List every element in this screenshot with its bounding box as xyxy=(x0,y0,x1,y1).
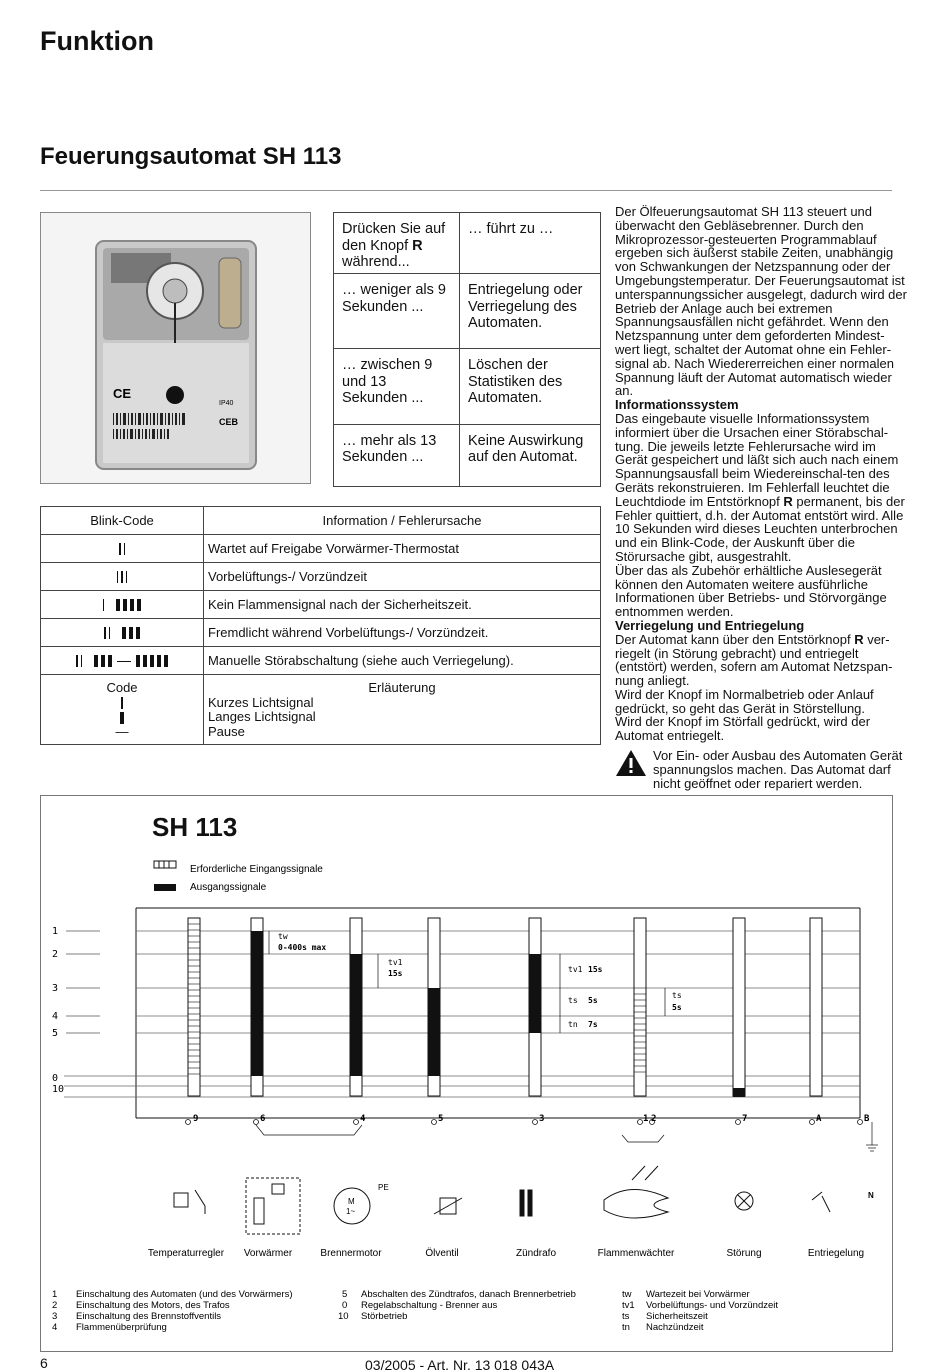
timing-value: 5s xyxy=(588,996,598,1005)
lock-paragraph-fault: Wird der Knopf im Störfall gedrückt, wird der Automat entriegelt. xyxy=(615,714,871,744)
row-label: 4 xyxy=(52,1011,59,1022)
motor-phase-mark: 1~ xyxy=(346,1207,356,1216)
component-label: Störung xyxy=(726,1248,762,1259)
row-label: 10 xyxy=(52,1084,65,1095)
note-text: Einschaltung des Automaten (und des Vorwärmers) xyxy=(76,1289,293,1300)
legend-pause-text: Pause xyxy=(208,723,245,739)
legend-input-label: Erforderliche Eingangssignale xyxy=(190,864,323,875)
note-number: tv1 xyxy=(622,1300,635,1311)
legend-short-text: Kurzes Lichtsignal xyxy=(208,694,314,710)
lock-paragraph-normal: Wird der Knopf im Normalbetrieb oder Anlauf gedrückt, so geht das Gerät in Störstellung. xyxy=(615,686,874,716)
lock-paragraph: Der Automat kann über den Entstörknopf R ver-riegelt (in Störung gebracht) und entriegelt (entstört) werden, sofern am Automat Netzspan-nung anliegt. xyxy=(615,631,893,689)
note-text: Wartezeit bei Vorwärmer xyxy=(646,1289,750,1300)
knob-table-cell: Entriegelung oder Verriegelung des Automaten. xyxy=(460,274,601,349)
row-label: 3 xyxy=(52,983,59,994)
terminal-label: 1 xyxy=(643,1114,649,1124)
row-label: 1 xyxy=(52,926,59,937)
component-label: Temperaturregler xyxy=(147,1248,225,1259)
legend-output-label: Ausgangssignale xyxy=(190,882,267,893)
neutral-mark: N xyxy=(868,1191,874,1200)
info-system-paragraph: Das eingebaute visuelle Informationssystem informiert über die Ursachen einer Störabschal-tung. Die jeweils letzte Fehlerursache wird im Gerät gespeichert und läßt sich auch nach einem Spannungsausfall beim Wiedereinschal-ten des Geräts rekonstruieren. Im Fehlerfall leuchtet die Leuchtdiode im Entstörknopf R permanent, bis der Fehler quittiert, d.h. der Automat entstört wird. Alle 10 Sekunden wird dieses Leuchten unterbrochen und ein Blink-Code, der Auskunft über die Störursache gibt, ausgestrahlt. xyxy=(615,410,905,564)
terminal-label: 9 xyxy=(193,1114,199,1124)
knob-table-cell: … mehr als 13 Sekunden ... xyxy=(334,424,460,486)
section-title: Funktion xyxy=(40,26,154,56)
reset-switch-icon xyxy=(812,1192,822,1200)
note-text: Nachzündzeit xyxy=(646,1322,704,1333)
information-header: Information / Fehlerursache xyxy=(204,507,601,535)
knob-table-cell: Löschen der Statistiken des Automaten. xyxy=(460,349,601,424)
accessory-paragraph: Über das als Zubehör erhältliche Auslesegerät können den Automaten weitere ausführliche Informationen über Betriebs- und Störvorgänge entnommen werden. xyxy=(615,562,887,620)
note-number: tw xyxy=(622,1289,632,1300)
page-number: 6 xyxy=(40,1355,48,1371)
blink-code-info: Fremdlicht während Vorbelüftungs-/ Vorzündzeit. xyxy=(204,619,601,647)
timing-label: ts xyxy=(672,991,682,1000)
note-text: Störbetrieb xyxy=(361,1311,408,1322)
row-label: 2 xyxy=(52,949,59,960)
terminal-label: 5 xyxy=(438,1114,444,1124)
warning-text: Vor Ein- oder Ausbau des Automaten Gerät spannungslos machen. Das Automat darf nicht geöffnet oder repariert werden. xyxy=(653,748,903,791)
note-text: Abschalten des Zündtrafos, danach Brennerbetrieb xyxy=(361,1289,576,1300)
blink-code-info: Vorbelüftungs-/ Vorzündzeit xyxy=(204,563,601,591)
note-number: 0 xyxy=(342,1300,348,1311)
note-number: 3 xyxy=(52,1311,58,1322)
timing-value: 0-400s max xyxy=(278,943,327,952)
pe-mark: PE xyxy=(378,1183,389,1192)
thermostat-icon xyxy=(174,1193,188,1207)
note-text: Flammenüberprüfung xyxy=(76,1322,167,1333)
blink-code-info: Manuelle Störabschaltung (siehe auch Verriegelung). xyxy=(204,647,601,675)
timing-label: tn xyxy=(568,1020,578,1029)
terminal-label: 4 xyxy=(360,1114,366,1124)
knob-table-cell: Keine Auswirkung auf den Automat. xyxy=(460,424,601,486)
intro-paragraph: Der Ölfeuerungsautomat SH 113 steuert und überwacht den Gebläsebrenner. Durch den Mikroprozessor-gesteuerten Programmablauf ergeben sich äußerst stabile Zeiten, unabhängig von Schwankungen der Netzspannung oder der Umgebungstemperatur. Der Feuerungsautomat ist unterspannungssicher ausgelegt, dadurch wird der Betrieb der Anlage auch bei extremen Spannungsausfällen nicht gefährdet. Wenn den Netzspannung unter dem geforderten Mindest-wert liegt, schaltet der Automat ohne ein Fehler-signal ab. Nach Wiedererreichen einer normalen Spannung läuft der Automat automatisch wieder an. xyxy=(615,204,907,399)
note-text: Einschaltung des Motors, des Trafos xyxy=(76,1300,230,1311)
timing-label: tv1 xyxy=(388,958,403,967)
legend-explanation-header: Erläuterung xyxy=(368,680,436,695)
info-system-heading: Informationssystem xyxy=(615,397,739,413)
diagram-title: SH 113 xyxy=(152,812,238,842)
component-label: Entriegelung xyxy=(807,1248,865,1259)
component-label: Vorwärmer xyxy=(243,1248,293,1259)
flame-detector-icon xyxy=(604,1189,668,1218)
page-title: Feuerungsautomat SH 113 xyxy=(40,143,342,170)
note-number: 2 xyxy=(52,1300,58,1311)
blink-code-info: Wartet auf Freigabe Vorwärmer-Thermostat xyxy=(204,535,601,563)
photo-label-ce: CE xyxy=(113,386,132,401)
terminal-label: 7 xyxy=(742,1114,748,1124)
note-text: Regelabschaltung - Brenner aus xyxy=(361,1300,498,1311)
terminal-label: 3 xyxy=(539,1114,545,1124)
component-label: Brennermotor xyxy=(320,1248,382,1259)
note-text: Vorbelüftungs- und Vorzündzeit xyxy=(646,1300,779,1311)
article-number: 03/2005 - Art. Nr. 13 018 043A xyxy=(365,1357,555,1372)
component-label: Zündrafo xyxy=(515,1248,557,1259)
note-number: 5 xyxy=(342,1289,348,1300)
note-number: 10 xyxy=(338,1311,349,1322)
component-label: Flammenwächter xyxy=(597,1248,675,1259)
motor-icon xyxy=(334,1188,370,1224)
knob-table-cell: … zwischen 9 und 13 Sekunden ... xyxy=(334,349,460,424)
photo-label-ceb: CEB xyxy=(219,417,239,427)
row-label: 0 xyxy=(52,1073,59,1084)
motor-mark: M xyxy=(348,1197,355,1206)
note-number: 4 xyxy=(52,1322,58,1333)
row-label: 5 xyxy=(52,1028,59,1039)
note-text: Einschaltung des Brennstoffventils xyxy=(76,1311,222,1322)
timing-value: 7s xyxy=(588,1020,598,1029)
terminal-label: 2 xyxy=(651,1114,657,1124)
timing-value: 15s xyxy=(388,969,403,978)
knob-table-head-right: … führt zu … xyxy=(460,213,601,274)
terminal-label: B xyxy=(864,1114,870,1124)
terminal-label: A xyxy=(816,1114,822,1124)
terminal-label: 6 xyxy=(260,1114,266,1124)
timing-label: tv1 xyxy=(568,965,583,974)
note-number: 1 xyxy=(52,1289,58,1300)
blink-code-info: Kein Flammensignal nach der Sicherheitszeit. xyxy=(204,591,601,619)
knob-table-cell: … weniger als 9 Sekunden ... xyxy=(334,274,460,349)
timing-label: ts xyxy=(568,996,578,1005)
timing-label: tw xyxy=(278,932,288,941)
timing-value: 15s xyxy=(588,965,603,974)
note-text: Sicherheitszeit xyxy=(646,1311,708,1322)
component-label: Ölventil xyxy=(425,1248,459,1259)
legend-code-header: Code xyxy=(106,680,138,695)
legend-long-text: Langes Lichtsignal xyxy=(208,709,316,724)
blink-code-header: Blink-Code xyxy=(41,507,204,535)
note-number: ts xyxy=(622,1311,630,1322)
note-number: tn xyxy=(622,1322,630,1333)
photo-label-ip: IP40 xyxy=(219,400,234,407)
ignition-transformer-icon xyxy=(520,1190,524,1216)
lock-heading: Verriegelung und Entriegelung xyxy=(615,617,805,633)
knob-table-head-left: Drücken Sie auf den Knopf R während... xyxy=(334,213,460,274)
legend-pause-symbol: — xyxy=(115,723,129,739)
timing-value: 5s xyxy=(672,1003,682,1012)
